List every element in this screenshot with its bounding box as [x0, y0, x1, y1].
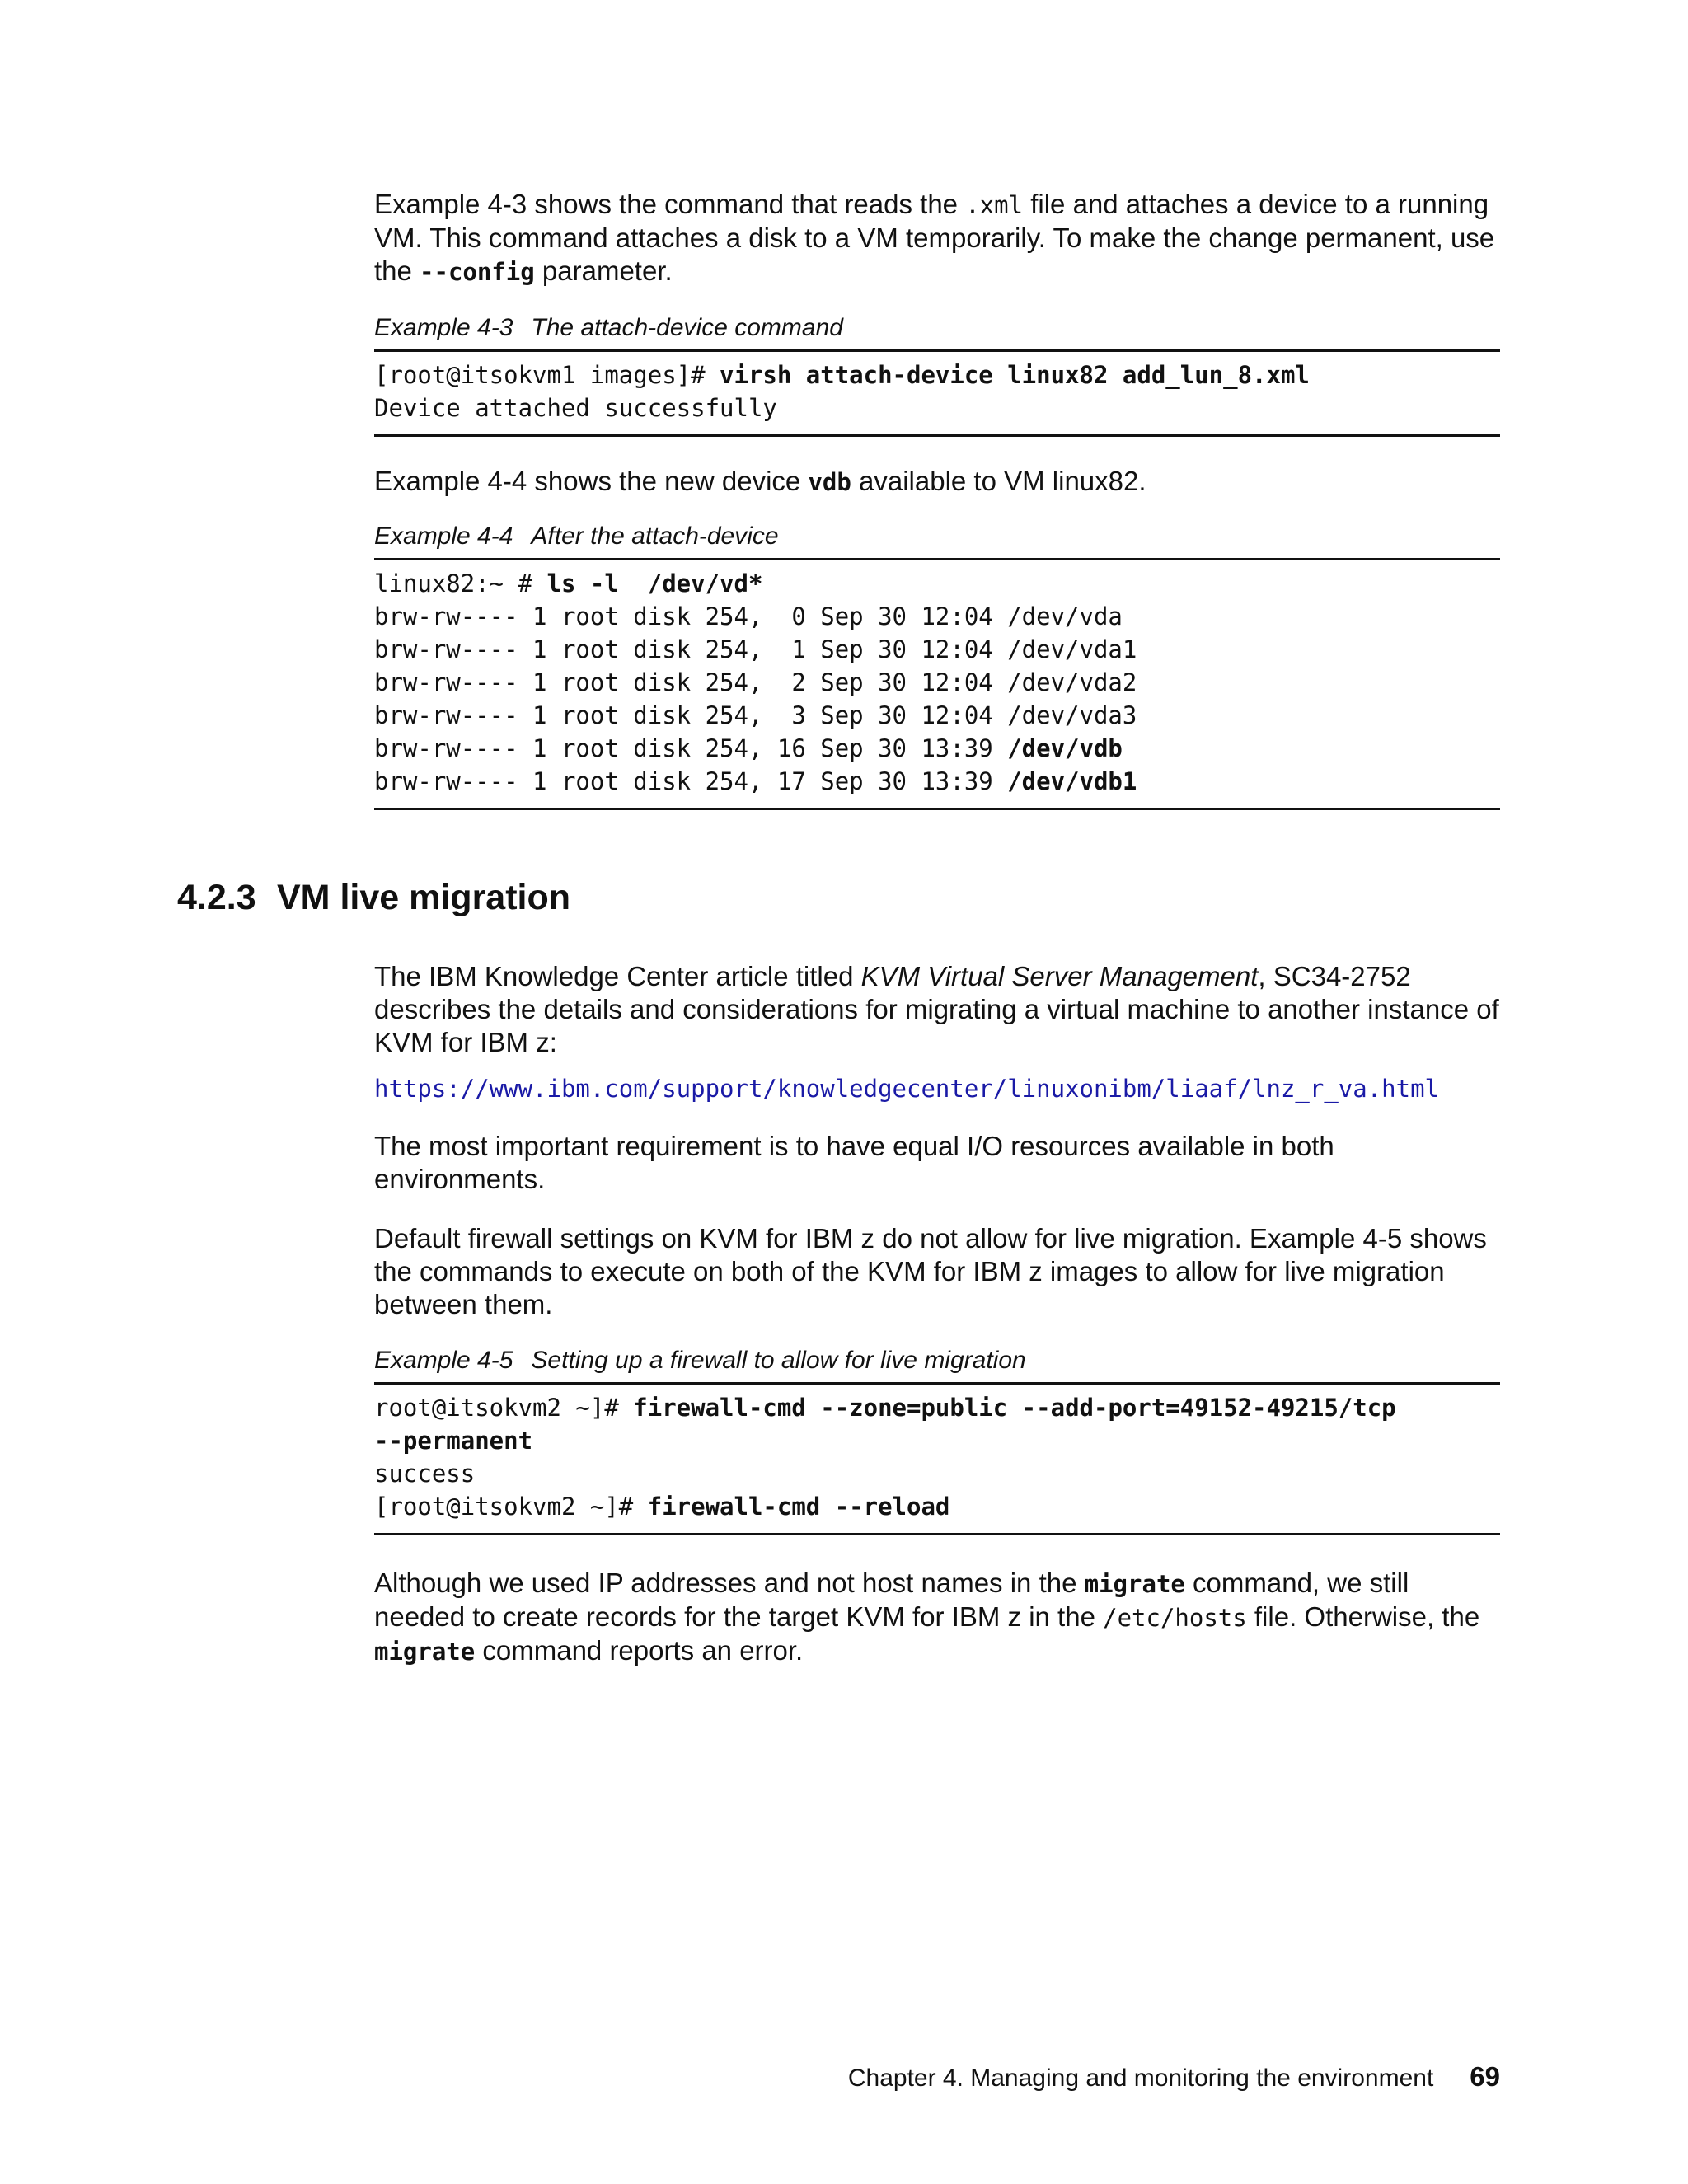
- code-line: --permanent: [374, 1427, 533, 1455]
- inline-code-migrate: migrate: [1084, 1570, 1185, 1598]
- page-content: [374, 188, 1500, 1668]
- code-line: [root@itsokvm2 ~]# firewall-cmd --reload: [374, 1493, 950, 1521]
- code-line: brw-rw---- 1 root disk 254, 1 Sep 30 12:04 /dev/vda1: [374, 635, 1137, 663]
- footer-chapter: Chapter 4. Managing and monitoring the environment: [847, 2064, 1434, 2092]
- code-line: Device attached successfully: [374, 394, 777, 422]
- example-4-5-caption: Example 4-5 Setting up a firewall to allow for live migration: [374, 1347, 1026, 1374]
- example-4-4-code: [374, 558, 1500, 810]
- section-number: 4.2.3: [177, 878, 256, 917]
- inline-code-config: --config: [420, 258, 535, 286]
- code-line: [root@itsokvm1 images]# virsh attach-device linux82 add_lun_8.xml: [374, 361, 1310, 389]
- p2-paragraph: The most important requirement is to have equal I/O resources available in both environments.: [374, 1131, 1334, 1194]
- page-footer: [848, 2062, 1500, 2093]
- intro-paragraph: Example 4-3 shows the command that reads the .xml file and attaches a device to a running VM. This command attaches a disk to a VM temporarily. To make the change permanent, use the --config parameter.: [374, 189, 1495, 286]
- code-line: success: [374, 1460, 476, 1488]
- example-4-4-caption: Example 4-4 After the attach-device: [374, 523, 779, 550]
- code-line: linux82:~ # ls -l /dev/vd*: [374, 569, 763, 598]
- example-4-4-intro: Example 4-4 shows the new device vdb available to VM linux82.: [374, 466, 1146, 496]
- inline-code-vdb: vdb: [808, 468, 851, 496]
- example-4-3-caption: Example 4-3 The attach-device command: [374, 314, 843, 341]
- p4-paragraph: Although we used IP addresses and not host names in the migrate command, we still needed to create records for the target KVM for IBM z in the /etc/hosts file. Otherwise, the migrate command reports an error.: [374, 1568, 1480, 1666]
- section-title: VM live migration: [277, 878, 571, 917]
- reference-title: KVM Virtual Server Management: [860, 961, 1259, 991]
- example-4-3-code: [374, 349, 1500, 437]
- example-4-5-code: [374, 1382, 1500, 1535]
- code-line: brw-rw---- 1 root disk 254, 2 Sep 30 12:04 /dev/vda2: [374, 668, 1137, 696]
- page-number: 69: [1470, 2061, 1500, 2092]
- code-line: brw-rw---- 1 root disk 254, 3 Sep 30 12:04 /dev/vda3: [374, 701, 1137, 729]
- knowledge-center-link[interactable]: https://www.ibm.com/support/knowledgecenter/linuxonibm/liaaf/lnz_r_va.html: [374, 1075, 1440, 1103]
- inline-code-hosts: /etc/hosts: [1103, 1604, 1247, 1632]
- code-line: brw-rw---- 1 root disk 254, 0 Sep 30 12:04 /dev/vda: [374, 602, 1123, 630]
- inline-code-xml: .xml: [965, 191, 1024, 219]
- p1-paragraph: The IBM Knowledge Center article titled KVM Virtual Server Management, SC34-2752 describes the details and considerations for migrating a virtual machine to another instance of KVM for IBM z:: [374, 961, 1499, 1057]
- inline-code-migrate: migrate: [374, 1638, 476, 1666]
- p3-paragraph: Default firewall settings on KVM for IBM z do not allow for live migration. Example 4-5 shows the commands to execute on both of the KVM for IBM z images to allow for live migration between them.: [374, 1223, 1487, 1319]
- code-line: root@itsokvm2 ~]# firewall-cmd --zone=public --add-port=49152-49215/tcp: [374, 1394, 1396, 1422]
- code-line: brw-rw---- 1 root disk 254, 17 Sep 30 13:39 /dev/vdb1: [374, 767, 1137, 795]
- code-line: brw-rw---- 1 root disk 254, 16 Sep 30 13:39 /dev/vdb: [374, 734, 1123, 762]
- section-heading: [177, 877, 1496, 918]
